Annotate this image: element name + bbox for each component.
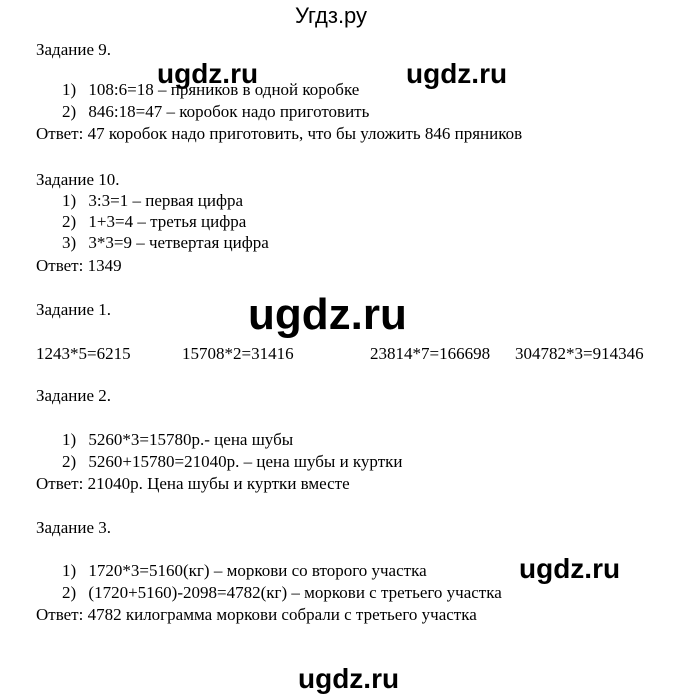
task-1-equation-2: 15708*2=31416 (182, 344, 294, 363)
item-text: 108:6=18 – пряников в одной коробке (88, 80, 360, 99)
task-3-title: Задание 3. (36, 518, 111, 537)
item-text: (1720+5160)-2098=4782(кг) – моркови с третьего участка (88, 583, 502, 602)
watermark: ugdz.ru (298, 663, 400, 694)
item-number: 1) (62, 561, 77, 580)
task-2-item-1 (62, 430, 293, 450)
item-number: 2) (62, 583, 77, 602)
item-number: 1) (62, 80, 77, 99)
watermark: ugdz.ru (157, 58, 259, 89)
item-text: 846:18=47 – коробок надо приготовить (88, 102, 370, 121)
watermark: ugdz.ru (248, 290, 407, 339)
item-text: 1720*3=5160(кг) – моркови со второго участка (88, 561, 427, 580)
task-10-title: Задание 10. (36, 170, 120, 189)
item-text: 1+3=4 – третья цифра (88, 212, 247, 231)
task-9-title: Задание 9. (36, 40, 111, 59)
item-text: 5260*3=15780р.- цена шубы (88, 430, 294, 449)
watermark: ugdz.ru (406, 58, 508, 89)
item-text: 3*3=9 – четвертая цифра (88, 233, 269, 252)
task-1-equation-4: 304782*3=914346 (515, 344, 644, 363)
task-3-answer: Ответ: 4782 килограмма моркови собрали с третьего участка (36, 605, 477, 624)
item-number: 3) (62, 233, 77, 252)
task-3-item-1 (62, 561, 427, 581)
item-number: 2) (62, 212, 77, 231)
item-number: 2) (62, 102, 77, 121)
task-2-item-2 (62, 452, 403, 472)
task-1-equation-1: 1243*5=6215 (36, 344, 131, 363)
task-10-item-1 (62, 191, 243, 211)
item-text: 5260+15780=21040р. – цена шубы и куртки (88, 452, 403, 471)
task-1-equation-3: 23814*7=166698 (370, 344, 491, 363)
item-number: 1) (62, 191, 77, 210)
task-3-item-2 (62, 583, 502, 603)
item-text: 3:3=1 – первая цифра (88, 191, 244, 210)
task-2-answer: Ответ: 21040р. Цена шубы и куртки вместе (36, 474, 350, 493)
task-9-answer: Ответ: 47 коробок надо приготовить, что бы уложить 846 пряников (36, 124, 523, 143)
task-10-answer: Ответ: 1349 (36, 256, 122, 275)
task-9-item-2 (62, 102, 369, 122)
watermark: ugdz.ru (519, 553, 621, 584)
site-title: Угдз.ру (295, 3, 368, 28)
task-2-title: Задание 2. (36, 386, 111, 405)
task-1-title: Задание 1. (36, 300, 111, 319)
task-10-item-3 (62, 233, 269, 253)
item-number: 2) (62, 452, 77, 471)
item-number: 1) (62, 430, 77, 449)
task-10-item-2 (62, 212, 246, 232)
